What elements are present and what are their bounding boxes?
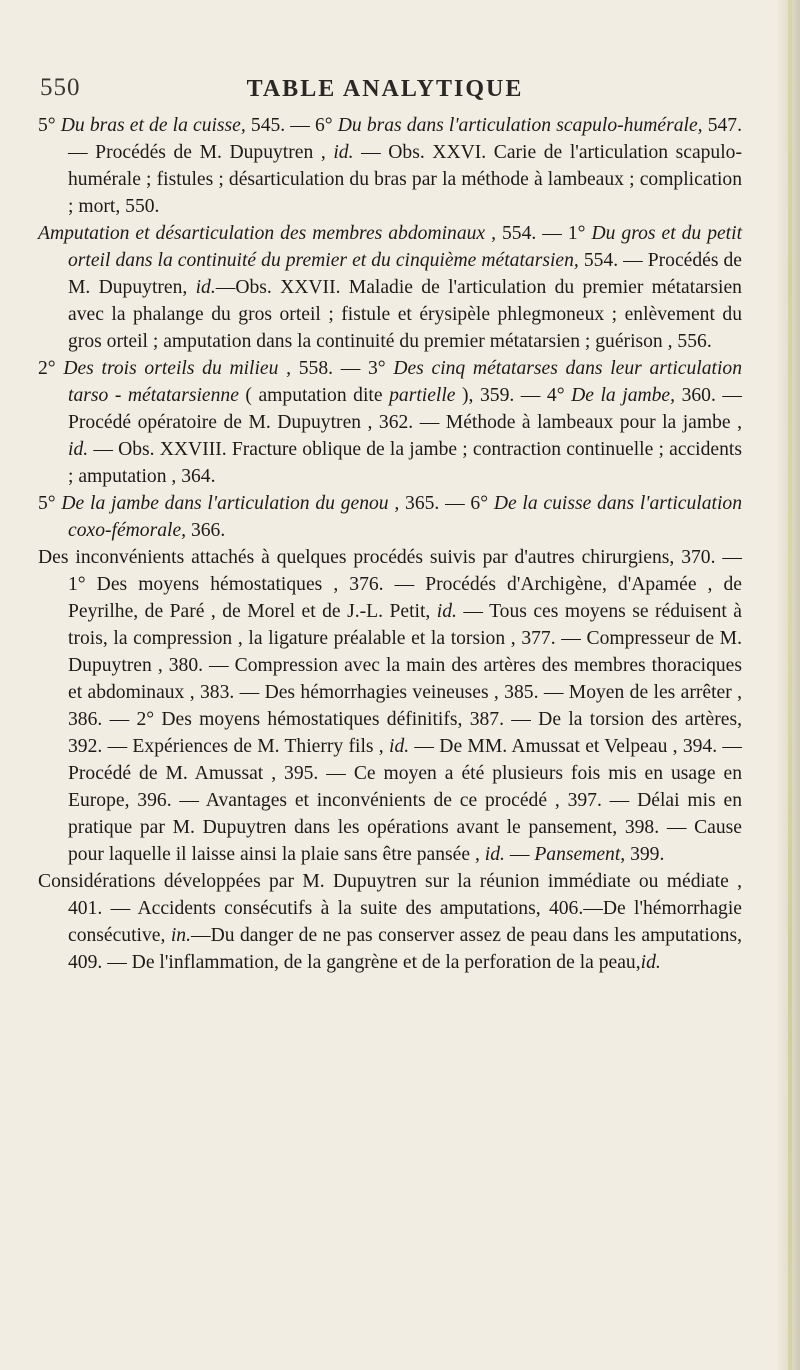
index-entry [38,220,742,355]
index-entry [38,355,742,490]
entry-text: 2° [38,358,64,379]
entry-italic-text: id. [436,601,457,622]
entry-italic-text: Du bras et de la cuisse, [60,115,246,136]
entry-italic-text: id. [333,142,354,163]
entry-text: 545. — 6° [245,115,338,136]
entry-italic-text: Des trois orteils du milieu , [63,358,292,379]
entry-text: — Tous ces moyens se réduisent à trois, la compression , la ligature préalable et la torsion , 377. — Compresseur de M. Dupuytren , 380. — Compression avec la main des artères des membres thoraciques et abdominaux , 383. — Des hémorrhagies veineuses , 385. — Moyen de les arrêter , 386. — 2° Des moyens hémostatiques définitifs, 387. — De la torsion des artères, 392. — Expériences de M. Thierry fils , [68,601,742,757]
entry-text: 558. — 3° [291,358,394,379]
entry-italic-text: De la jambe, [571,385,676,406]
entry-text: — [504,844,535,865]
entry-italic-text: Du bras dans l'articulation scapulo-humérale, [337,115,703,136]
entry-text: — De MM. Amussat et Velpeau , 394. — Procédé de M. Amussat , 395. — Ce moyen a été plusieurs fois mis en usage en Europe, 396. — Avantages et inconvénients de ce procédé , 397. — Délai mis en pratique par M. Dupuytren dans les opérations avant le pansement, 398. — Cause pour laquelle il laisse ainsi la plaie sans être pansée , [68,736,742,865]
index-entry [38,112,742,220]
entry-text: 365. — 6° [399,493,494,514]
entry-italic-text: Des cinq métatarses dans leur articulation tarso - métatarsienne [68,358,743,406]
index-content [38,112,742,976]
entry-text: ), 359. — 4° [455,385,572,406]
entry-italic-text: id. [389,736,410,757]
entry-italic-text: partielle [389,385,456,406]
entry-text: Considérations développées par M. Dupuytren sur la réunion immédiate ou médiate , 401. — Accidents consécutifs à la suite des amputations, 406.—De l'hémorrhagie consécutive, [38,871,742,946]
entry-text: 547. — Procédés de M. Dupuytren , [68,115,742,163]
entry-italic-text: id. [195,277,216,298]
entry-italic-text: in. [170,925,191,946]
index-entry [38,490,742,544]
entry-text: Des inconvénients attachés à quelques procédés suivis par d'autres chirurgiens, 370. — 1° Des moyens hémostatiques , 376. — Procédés d'Archigène, d'Apamée , de Peyrilhe, de Paré , de Morel et de J.-L. Petit, [38,547,742,622]
page-edge-stain [788,0,792,1370]
entry-text: 360. — Procédé opératoire de M. Dupuytren , 362. — Méthode à lambeaux pour la jambe , [68,385,742,433]
index-entry [38,544,742,868]
entry-italic-text: Amputation et désarticulation des membres abdominaux , [38,223,497,244]
entry-text: 366. [186,520,226,541]
entry-text: ( amputation dite [238,385,390,406]
entry-text: —Obs. XXVII. Maladie de l'articulation du premier métatarsien avec la phalange du gros orteil ; fistule et érysipèle phlegmoneux ; enlèvement du gros orteil ; amputation dans la continuité du premier métatarsien ; guérison , 556. [68,277,742,352]
entry-italic-text: De la cuisse dans l'articulation coxo-fémorale, [68,493,743,541]
entry-text: 5° [38,493,62,514]
running-title: TABLE ANALYTIQUE [246,76,524,102]
entry-text: 399. [625,844,665,865]
entry-italic-text: Pansement, [534,844,626,865]
entry-italic-text: De la jambe dans l'articulation du genou , [61,493,400,514]
entry-text: 5° [38,115,61,136]
entry-text: 554. — 1° [496,223,592,244]
page-number: 550 [40,74,81,101]
page-header [40,74,730,104]
index-entry [38,868,742,976]
entry-italic-text: id. [68,439,89,460]
entry-italic-text: id. [640,952,661,973]
entry-italic-text: Du gros et du petit orteil dans la continuité du premier et du cinquième métatarsien, [68,223,743,271]
entry-text: — Obs. XXVI. Carie de l'articulation scapulo-humérale ; fistules ; désarticulation du bras par la méthode à lambeaux ; complication ; mort, 550. [68,142,742,217]
entry-italic-text: id. [484,844,505,865]
entry-text: —Du danger de ne pas conserver assez de peau dans les amputations, 409. — De l'inflammation, de la gangrène et de la perforation de la peau, [68,925,742,973]
entry-text: — Obs. XXVIII. Fracture oblique de la jambe ; contraction continuelle ; accidents ; amputation , 364. [68,439,742,487]
entry-text: 554. — Procédés de M. Dupuytren, [68,250,742,298]
